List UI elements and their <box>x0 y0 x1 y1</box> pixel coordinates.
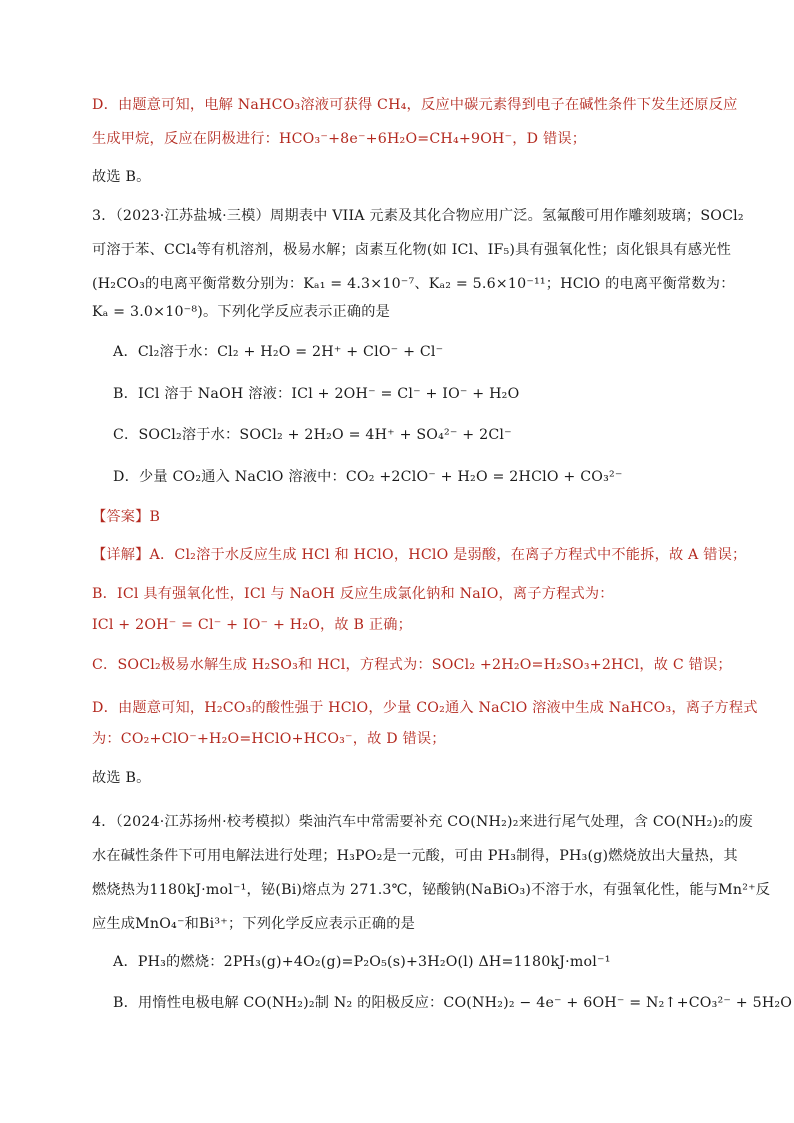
text-line-l11: D．少量 CO₂通入 NaClO 溶液中：CO₂ +2ClO⁻ + H₂O = 2HClO + CO₃²⁻ <box>113 469 623 485</box>
text-line-l13: 【详解】A．Cl₂溶于水反应生成 HCl 和 HClO，HClO 是弱酸，在离子方程式中不能拆，故 A 错误； <box>92 547 747 563</box>
text-line-l7: Kₐ = 3.0×10⁻⁸)。下列化学反应表示正确的是 <box>92 304 391 320</box>
text-line-l18: 为：CO₂+ClO⁻+H₂O=HClO+HCO₃⁻，故 D 错误； <box>92 731 446 747</box>
text-line-l4: 3．（2023·江苏盐城·三模）周期表中 VIIA 元素及其化合物应用广泛。氢氟酸可用作雕刻玻璃；SOCl₂ <box>92 208 744 224</box>
text-line-l9: B．ICl 溶于 NaOH 溶液：ICl + 2OH⁻ = Cl⁻ + IO⁻ + H₂O <box>113 386 520 402</box>
text-line-l15: ICl + 2OH⁻ = Cl⁻ + IO⁻ + H₂O，故 B 正确； <box>92 617 413 633</box>
text-line-l24: A．PH₃的燃烧：2PH₃(g)+4O₂(g)=P₂O₅(s)+3H₂O(l) ΔH=1180kJ·mol⁻¹ <box>113 954 611 970</box>
text-line-l19: 故选 B。 <box>92 770 151 786</box>
text-line-l8: A．Cl₂溶于水：Cl₂ + H₂O = 2H⁺ + ClO⁻ + Cl⁻ <box>113 344 444 360</box>
text-line-l16: C．SOCl₂极易水解生成 H₂SO₃和 HCl，方程式为：SOCl₂ +2H₂O=H₂SO₃+2HCl，故 C 错误； <box>92 657 732 673</box>
text-line-l1: D．由题意可知，电解 NaHCO₃溶液可获得 CH₄，反应中碳元素得到电子在碱性条件下发生还原反应 <box>92 97 738 113</box>
text-line-l2: 生成甲烷，反应在阴极进行：HCO₃⁻+8e⁻+6H₂O=CH₄+9OH⁻，D 错误； <box>92 131 587 147</box>
text-line-l21: 水在碱性条件下可用电解法进行处理；H₃PO₂是一元酸，可由 PH₃制得，PH₃(g)燃烧放出大量热，其 <box>92 848 738 864</box>
text-line-l14: B．ICl 具有强氧化性，ICl 与 NaOH 反应生成氯化钠和 NaIO，离子方程式为： <box>92 586 614 602</box>
text-line-l3: 故选 B。 <box>92 169 151 185</box>
text-line-l10: C．SOCl₂溶于水：SOCl₂ + 2H₂O = 4H⁺ + SO₄²⁻ + 2Cl⁻ <box>113 427 512 443</box>
text-line-l17: D．由题意可知，H₂CO₃的酸性强于 HClO，少量 CO₂通入 NaClO 溶液中生成 NaHCO₃，离子方程式 <box>92 700 758 716</box>
text-line-l25: B．用惰性电极电解 CO(NH₂)₂制 N₂ 的阳极反应：CO(NH₂)₂ − 4e⁻ + 6OH⁻ = N₂↑+CO₃²⁻ + 5H₂O <box>113 995 793 1011</box>
text-line-l6: (H₂CO₃的电离平衡常数分别为：Kₐ₁ = 4.3×10⁻⁷、Kₐ₂ = 5.6×10⁻¹¹；HClO 的电离平衡常数为： <box>92 276 735 292</box>
text-line-l20: 4．（2024·江苏扬州·校考模拟）柴油汽车中常需要补充 CO(NH₂)₂来进行尾气处理，含 CO(NH₂)₂的废 <box>92 814 753 830</box>
text-line-l23: 应生成MnO₄⁻和Bi³⁺；下列化学反应表示正确的是 <box>92 916 415 932</box>
text-line-l5: 可溶于苯、CCl₄等有机溶剂，极易水解；卤素互化物(如 ICl、IF₅)具有强氧化性；卤化银具有感光性 <box>92 242 731 258</box>
text-line-l12: 【答案】B <box>92 509 161 525</box>
text-line-l22: 燃烧热为1180kJ·mol⁻¹，铋(Bi)熔点为 271.3℃，铋酸钠(NaBiO₃)不溶于水，有强氧化性，能与Mn²⁺反 <box>92 882 771 898</box>
